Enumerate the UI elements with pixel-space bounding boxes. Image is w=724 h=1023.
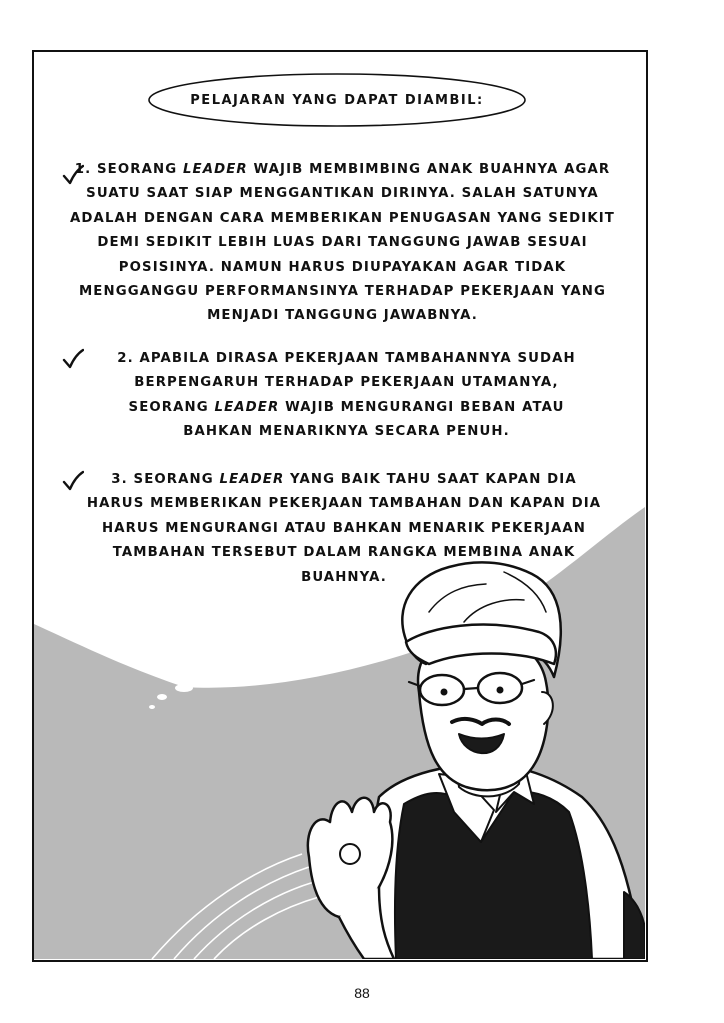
lesson-number: 1. bbox=[74, 162, 92, 177]
lesson-text-pre: APABILA DIRASA PEKERJAAN TAMBAHANNYA SUDAH BERPENGARUH TERHADAP PEKERJAAN UTAMANYA, SEORANG bbox=[128, 351, 576, 415]
lesson-text-post: WAJIB MEMBIMBING ANAK BUAHNYA AGAR SUATU SAAT SIAP MENGGANTIKAN DIRINYA. SALAH SATUNYA ADALAH DENGAN CARA MEMBERIKAN PENUGASAN YANG SEDIKIT DEMI SEDIKIT LEBIH LUAS DARI TANGGUNG JAWAB SESUAI POSISINYA. NAMUN HARUS DIUPAYAKAN AGAR TIDAK MENGGANGGU PERFORMANSINYA TERHADAP PEKERJAAN YANG MENJADI TANGGUNG JAWABNYA. bbox=[70, 162, 615, 324]
lessons-heading: PELAJARAN YANG DAPAT DIAMBIL: bbox=[190, 92, 484, 108]
lesson-number: 2. bbox=[117, 351, 134, 366]
lesson-text-post: YANG BAIK TAHU SAAT KAPAN DIA HARUS MEMBERIKAN PEKERJAAN TAMBAHAN DAN KAPAN DIA HARUS MENGURANGI ATAU BAHKAN MENARIK PEKERJAAN TAMBAHAN TERSEBUT DALAM RANGKA MEMBINA ANAK BUAHNYA. bbox=[86, 472, 602, 585]
checkmark-icon bbox=[62, 470, 84, 492]
checkmark-icon bbox=[62, 348, 84, 370]
lesson-1 bbox=[70, 158, 615, 329]
lesson-2 bbox=[114, 347, 579, 445]
lesson-text-pre: SEORANG bbox=[96, 162, 178, 177]
comic-panel bbox=[32, 50, 648, 962]
lesson-text-pre: SEORANG bbox=[133, 472, 214, 487]
lesson-emphasis: LEADER bbox=[182, 162, 248, 177]
lesson-number: 3. bbox=[111, 472, 128, 487]
lesson-emphasis: LEADER bbox=[214, 399, 280, 415]
lesson-emphasis: LEADER bbox=[219, 472, 285, 487]
lesson-text-post: WAJIB MENGURANGI BEBAN ATAU BAHKAN MENARIKNYA SECARA PENUH. bbox=[183, 399, 565, 440]
lesson-3 bbox=[84, 468, 604, 590]
page-number: 88 bbox=[354, 985, 370, 1001]
